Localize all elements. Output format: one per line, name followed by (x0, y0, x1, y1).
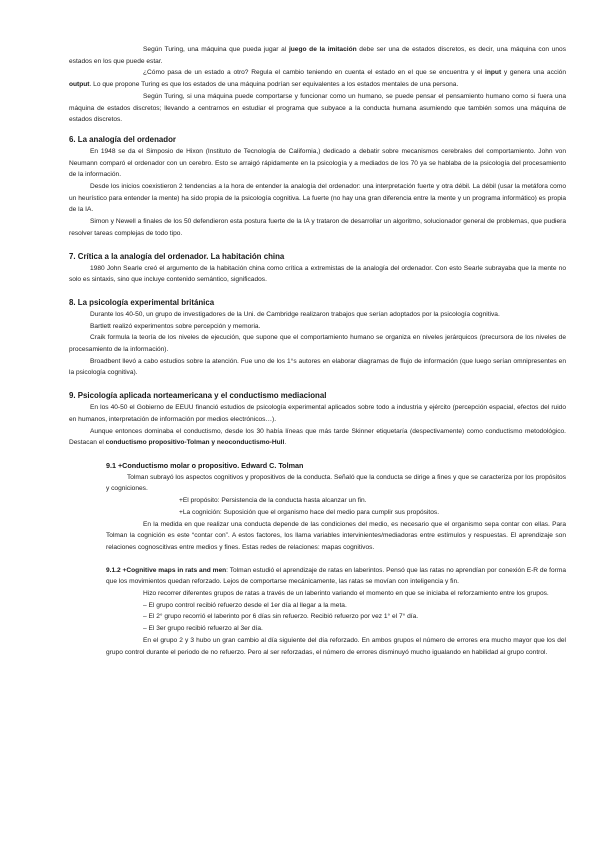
paragraph: Craik formula la teoría de los niveles de ejecución, que supone que el comportamiento humano se organiza en niveles jerárquicos (precursora de los niveles de procesamiento de la información). (69, 334, 566, 354)
paragraph: Durante los 40-50, un grupo de investigadores de la Uni. de Cambridge realizaron trabajos que serían adoptados por la psicología cognitiva. (90, 310, 500, 318)
paragraph-turing-states: ¿Cómo pasa de un estado a otro? Regula el cambio teniendo en cuenta el estado en el que se encuentra y el input y genera una acción output. Lo que propone Turing es que los estados de una máquina podrían ser equivalentes a los estados mentales de una persona. (69, 69, 566, 89)
paragraph: Aunque entonces dominaba el conductismo, desde los 30 había líneas que más tarde Skinner etiquetaría (despectivamente) como conductismo metodológico. Destacan el conductismo propositivo-Tolman y neoconductismo-Hull. (69, 427, 566, 447)
bold-term: input (485, 69, 502, 77)
paragraph-cognitive-maps: 9.1.2 +Cognitive maps in rats and men: Tolman estudió el aprendizaje de ratas en laberintos. Pensó que las ratas no aprendían por conexión E-R de forma que los movimientos quedan reforzado. Lejos de comportarse mecánicamente, las ratas se movían con inteligencia y fin. (106, 566, 566, 586)
subsection-heading-9-1: 9.1 +Conductismo molar o propositivo. Edward C. Tolman (106, 460, 304, 470)
paragraph: En el grupo 2 y 3 hubo un gran cambio al día siguiente del día reforzado. En ambos grupos el número de errores era mucho mayor que los del grupo control durante el periodo de no refuerzo. Pero al ser reforzadas, el número de errores disminuyó mucho igualando en habilidad al grupo control. (106, 636, 566, 656)
paragraph: Desde los inicios coexistieron 2 tendencias a la hora de entender la analogía del ordenador: una interpretación fuerte y otra débil. La débil (usar la metáfora como un heurístico para entender la mente) ha sido propia de la psicología cognitiva. La fuerte (no hay una gran diferencia entre la mente y un programa informático) es propia de la IA. (69, 183, 566, 214)
paragraph: Tolman subrayó los aspectos cognitivos y propositivos de la conducta. Señaló que la conducta se dirige a fines y que se caracteriza por los propósitos y cogniciones. (106, 473, 566, 493)
bold-term: juego de la imitación (288, 46, 357, 53)
paragraph-turing-imitation: Según Turing, una máquina que pueda jugar al juego de la imitación debe ser una de estados discretos, es decir, una máquina con unos estados en los que puede estar. (69, 46, 566, 65)
dash-item: – El grupo control recibió refuerzo desde el 1er día al llegar a la meta. (143, 601, 347, 609)
section-heading-9: 9. Psicología aplicada norteamericana y el conductismo mediacional (69, 391, 327, 401)
bold-term: conductismo propositivo-Tolman y neoconductismo-Hull (105, 439, 285, 447)
paragraph: En 1948 se da el Simposio de Hixon (Instituto de Tecnología de California,) dedicado a debatir sobre mecanismos cerebrales del comportamiento. John von Neumann comparó el ordenador con un cerebro. Esto se arraigó rápidamente en la psicología y a mediados de los 70 ya se hablaba de la psicología del procesamiento de la información. (69, 147, 566, 179)
section-heading-6: 6. La analogía del ordenador (69, 134, 176, 144)
paragraph: 1980 John Searle creó el argumento de la habitación china como crítica a extremistas de la analogía del ordenador. Con esto Searle subrayaba que la mente no solo es sintaxis, sino que incluye contenido semántico, significados. (69, 264, 566, 284)
bullet-item: +El propósito: Persistencia de la conducta hasta alcanzar un fin. (179, 497, 367, 505)
bold-term: output (69, 81, 90, 89)
paragraph-turing-thought: Según Turing, si una máquina puede comportarse y funcionar como un humano, se puede pensar el pensamiento humano como si fuera una máquina de estados discretos; llevando a centrarnos en estudiar el programa que subyace a la conducta humana asumiendo que también somos una máquina de estados discretos. (69, 92, 566, 124)
paragraph: En la medida en que realizar una conducta depende de las condiciones del medio, es necesario que el organismo sepa contar con ellas. Para Tolman la cognición es este “contar con”. A estos factores, los llama variables intervinientes/mediadoras entre estímulos y respuestas. El aprendizaje son relaciones cognoscitivas entre medios y fines. Estas redes de relaciones: mapas cognitivos. (106, 520, 566, 551)
paragraph: En los 40-50 el Gobierno de EEUU financió estudios de psicología experimental aplicados sobre todo a industria y ejército (percepción espacial, efectos del ruido en humanos, interpretación de información por medios electrónicos…). (69, 404, 566, 423)
bullet-item: +La cognición: Suposición que el organismo hace del medio para cumplir sus propósitos. (179, 508, 440, 516)
paragraph: Simon y Newell a finales de los 50 defendieron esta postura fuerte de la IA y trataron de desarrollar un algoritmo, solucionador general de problemas, que pudiera resolver tareas complejas de todo tipo. (69, 218, 566, 237)
bold-term: 9.1.2 +Cognitive maps in rats and men (106, 566, 227, 574)
paragraph: Broadbent llevó a cabo estudios sobre la atención. Fue uno de los 1°s autores en elaborar diagramas de flujo de información (que luego serían omnipresentes en la psicología cognitiva). (69, 357, 566, 377)
section-heading-7: 7. Crítica a la analogía del ordenador. La habitación china (69, 251, 285, 261)
paragraph: Hizo recorrer diferentes grupos de ratas a través de un laberinto variando el momento en que se iniciaba el reforzamiento entre los grupos. (143, 590, 549, 598)
paragraph: Bartlett realizó experimentos sobre percepción y memoria. (90, 322, 261, 330)
section-heading-8: 8. La psicología experimental británica (69, 297, 215, 307)
dash-item: – El 3er grupo recibió refuerzo al 3er día. (143, 625, 263, 633)
dash-item: – El 2° grupo recorrió el laberinto por 6 días sin refuerzo. Recibió refuerzo por vez 1° el 7° día. (143, 613, 419, 621)
document-page (69, 44, 566, 658)
